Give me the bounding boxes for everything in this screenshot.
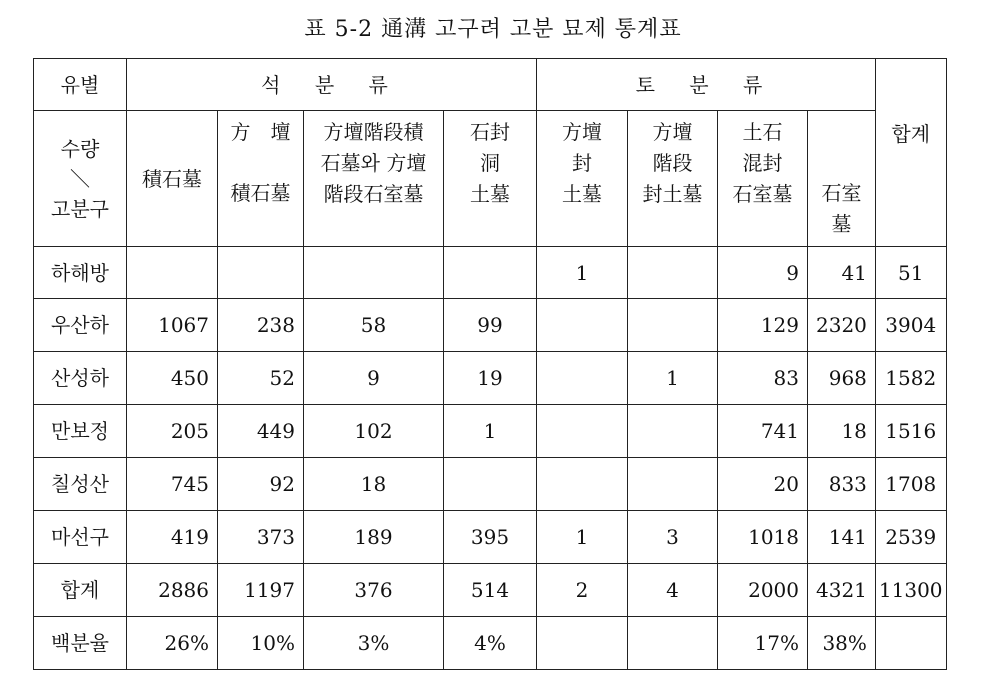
- header-earth-group: 토 분 류: [537, 59, 876, 111]
- table-body: [34, 247, 947, 670]
- header-corner: [34, 111, 127, 247]
- table-cell: [628, 617, 718, 670]
- table-cell: 968: [808, 352, 876, 405]
- type-2-line-3: 積石墓: [230, 181, 291, 205]
- table-row: [34, 458, 947, 511]
- row-label: 합계: [34, 564, 127, 617]
- type-4-line-3: 土墓: [470, 182, 510, 206]
- table-cell: [628, 299, 718, 352]
- header-type-3: [304, 111, 444, 247]
- table-cell: 4%: [444, 617, 537, 670]
- header-type-8: [808, 111, 876, 247]
- header-row-types: [34, 111, 947, 247]
- table-row: [34, 405, 947, 458]
- table-cell: 395: [444, 511, 537, 564]
- table-cell: 18: [808, 405, 876, 458]
- table-cell: [304, 247, 444, 299]
- row-total-cell: 1582: [875, 352, 946, 405]
- table-cell: 3%: [304, 617, 444, 670]
- table-cell: 450: [127, 352, 218, 405]
- type-7-line-3: 石室墓: [732, 182, 793, 206]
- type-4-line-2: 洞: [480, 151, 500, 175]
- row-label: 만보정: [34, 405, 127, 458]
- header-stone-group: 석 분 류: [127, 59, 537, 111]
- table-cell: 376: [304, 564, 444, 617]
- row-total-cell: 1516: [875, 405, 946, 458]
- table-cell: 1: [537, 511, 628, 564]
- table-cell: 373: [218, 511, 304, 564]
- type-5-line-1: 方壇: [562, 120, 602, 144]
- table-cell: 2000: [718, 564, 808, 617]
- table-row: [34, 247, 947, 299]
- table-cell: 9: [304, 352, 444, 405]
- table-cell: 1067: [127, 299, 218, 352]
- table-cell: [218, 247, 304, 299]
- type-6-line-3: 封土墓: [642, 182, 703, 206]
- row-label: 우산하: [34, 299, 127, 352]
- table-cell: [537, 352, 628, 405]
- table-cell: 3: [628, 511, 718, 564]
- row-total-cell: 51: [875, 247, 946, 299]
- table-cell: [127, 247, 218, 299]
- table-cell: 17%: [718, 617, 808, 670]
- table-cell: 38%: [808, 617, 876, 670]
- table-cell: [537, 299, 628, 352]
- type-7-line-2: 混封: [742, 151, 783, 175]
- table-cell: 10%: [218, 617, 304, 670]
- table-cell: 141: [808, 511, 876, 564]
- table-cell: 205: [127, 405, 218, 458]
- type-8-line-1: 石室: [821, 181, 862, 205]
- header-type-6: [628, 111, 718, 247]
- table-cell: 189: [304, 511, 444, 564]
- table-cell: [444, 458, 537, 511]
- table-cell: 238: [218, 299, 304, 352]
- type-3-line-2: 石墓와 方壇: [320, 151, 427, 175]
- table-cell: 83: [718, 352, 808, 405]
- row-total-cell: 2539: [875, 511, 946, 564]
- table-cell: 9: [718, 247, 808, 299]
- table-cell: [628, 458, 718, 511]
- table-cell: [537, 405, 628, 458]
- table-cell: 1: [537, 247, 628, 299]
- table-row: [34, 617, 947, 670]
- table-cell: 129: [718, 299, 808, 352]
- type-5-line-3: 土墓: [562, 182, 602, 206]
- table-cell: 41: [808, 247, 876, 299]
- table-cell: 58: [304, 299, 444, 352]
- table-cell: 1: [444, 405, 537, 458]
- table-cell: 20: [718, 458, 808, 511]
- row-label: 하해방: [34, 247, 127, 299]
- corner-district: 고분구: [51, 196, 109, 221]
- type-8-line-2: 墓: [831, 212, 852, 236]
- table-cell: 4: [628, 564, 718, 617]
- header-type-2: [218, 111, 304, 247]
- tomb-statistics-table: [33, 58, 947, 670]
- table-cell: 2: [537, 564, 628, 617]
- table-cell: [537, 617, 628, 670]
- table-row: [34, 352, 947, 405]
- row-label: 칠성산: [34, 458, 127, 511]
- table-row: [34, 299, 947, 352]
- row-label: 백분율: [34, 617, 127, 670]
- table-cell: 52: [218, 352, 304, 405]
- row-label: 마선구: [34, 511, 127, 564]
- type-6-line-1: 方壇: [652, 120, 693, 144]
- table-cell: 19: [444, 352, 537, 405]
- row-total-cell: 11300: [875, 564, 946, 617]
- header-type-1: 積石墓: [127, 111, 218, 247]
- row-total-cell: [875, 617, 946, 670]
- table-cell: [628, 405, 718, 458]
- corner-slash: ＼: [70, 166, 90, 191]
- corner-quantity: 수량: [60, 136, 100, 161]
- header-category: 유별: [34, 59, 127, 111]
- row-total-cell: 3904: [875, 299, 946, 352]
- table-cell: 741: [718, 405, 808, 458]
- header-total: 합계: [875, 59, 946, 247]
- type-5-line-2: 封: [572, 151, 592, 175]
- table-cell: [444, 247, 537, 299]
- type-7-line-1: 土石: [742, 120, 783, 144]
- type-2-line-2: [226, 148, 295, 178]
- table-cell: 449: [218, 405, 304, 458]
- table-cell: 18: [304, 458, 444, 511]
- table-cell: 2320: [808, 299, 876, 352]
- table-cell: 92: [218, 458, 304, 511]
- table-cell: 4321: [808, 564, 876, 617]
- table-cell: 26%: [127, 617, 218, 670]
- table-cell: [628, 247, 718, 299]
- row-label: 산성하: [34, 352, 127, 405]
- table-cell: 833: [808, 458, 876, 511]
- table-cell: 514: [444, 564, 537, 617]
- table-cell: [537, 458, 628, 511]
- table-cell: 1197: [218, 564, 304, 617]
- page-title: 표 5-2 通溝 고구려 고분 묘제 통계표: [304, 17, 682, 42]
- header-type-7: [718, 111, 808, 247]
- table-row: [34, 511, 947, 564]
- table-cell: 2886: [127, 564, 218, 617]
- stats-table-wrapper: [33, 58, 947, 670]
- header-type-4: [444, 111, 537, 247]
- table-cell: 102: [304, 405, 444, 458]
- header-type-5: [537, 111, 628, 247]
- table-cell: 419: [127, 511, 218, 564]
- table-cell: 1: [628, 352, 718, 405]
- table-cell: 99: [444, 299, 537, 352]
- header-row-groups: [34, 59, 947, 111]
- type-3-line-3: 階段石室墓: [323, 182, 424, 206]
- table-row: [34, 564, 947, 617]
- type-3-line-1: 方壇階段積: [323, 120, 424, 144]
- type-2-line-1: 方 壇: [230, 120, 291, 144]
- type-4-line-1: 石封: [470, 120, 510, 144]
- type-6-line-2: 階段: [652, 151, 693, 175]
- table-cell: 745: [127, 458, 218, 511]
- table-cell: 1018: [718, 511, 808, 564]
- row-total-cell: 1708: [875, 458, 946, 511]
